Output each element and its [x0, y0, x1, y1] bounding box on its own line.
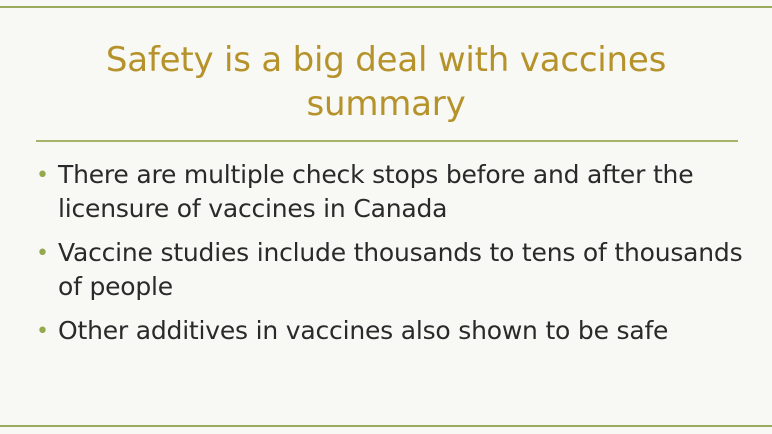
bullet-text: Other additives in vaccines also shown to be safe [58, 316, 669, 345]
bullet-item [36, 314, 756, 348]
bullet-item [36, 236, 756, 304]
top-divider [0, 6, 772, 8]
bullet-list [36, 158, 756, 358]
bullet-dot-icon: • [36, 319, 49, 344]
slide-title: Safety is a big deal with vaccines summary [105, 40, 667, 124]
bottom-divider [0, 425, 772, 427]
title-underline [36, 140, 738, 142]
bullet-text: There are multiple check stops before and after the licensure of vaccines in Canada [58, 160, 694, 223]
bullet-dot-icon: • [36, 163, 49, 188]
bullet-text: Vaccine studies include thousands to tens of thousands of people [58, 238, 743, 301]
bullet-item [36, 158, 756, 226]
bullet-dot-icon: • [36, 241, 49, 266]
